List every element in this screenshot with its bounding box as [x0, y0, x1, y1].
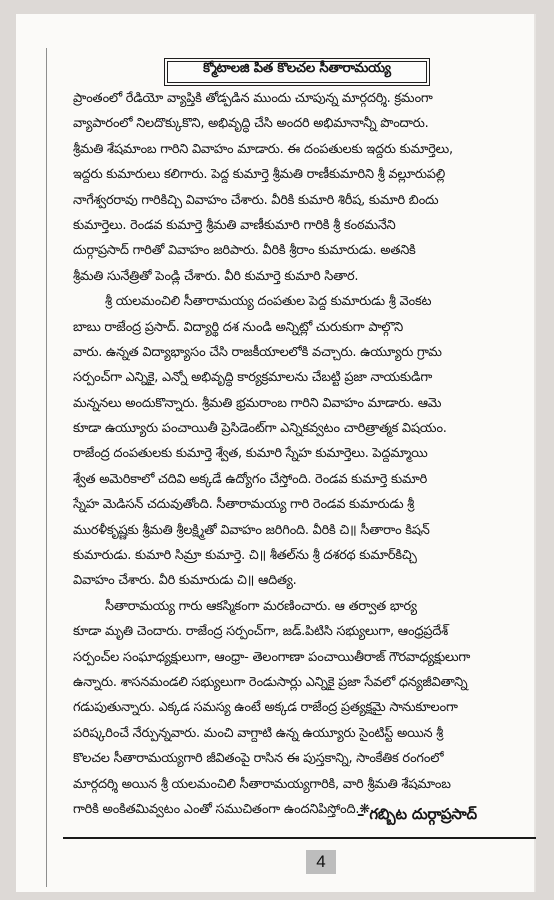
body-line: మురళీకృష్ణకు శ్రీమతి శ్రీలక్ష్మితో వివాహం జరిగింది. వీరికి చి॥ సీతారాం కిషన్ — [73, 522, 430, 538]
body-line: కుమార్తెలు. రెండవ కుమార్తె శ్రీమతి వాణీకుమారి గారికి శ్రీ కంఠమనేని — [73, 217, 396, 233]
body-line: శ్రీ యలమంచిలి సీతారామయ్య దంపతుల పెద్ద కుమారుడు శ్రీ వెంకట — [105, 294, 432, 310]
body-line: వారు. ఉన్నత విద్యాభ్యాసం చేసి రాజకీయాలలోకి వచ్చారు. ఉయ్యూరు గ్రామ — [73, 344, 442, 360]
body-line: గారికి అంకితమివ్వటం ఎంతో సముచితంగా ఉందనిపిస్తోంది.❋ — [73, 801, 370, 817]
chapter-header-title: క్మోటాలజి పిత కొలచల సీతారామయ్య — [203, 61, 391, 76]
body-line: ఇద్దరు కుమారులు కలిగారు. పెద్ద కుమార్తె శ్రీమతి రాణీకుమారిని శ్రీ వల్లూరుపల్లి — [73, 167, 445, 183]
body-line: వ్యాపారంలో నిలదొక్కుకొని, అభివృద్ధి చేసి అందరి అభిమానాన్నీ పొందారు. — [73, 116, 429, 132]
body-line: కూడా ఉయ్యూరు పంచాయితీ ప్రెసిడెంట్‌గా ఎన్నికవ్వటం చారిత్రాత్మక విషయం. — [73, 421, 447, 437]
body-line: కుమారుడు. కుమారి సిమ్రా కుమార్తె. చి॥ శీతల్‌ను శ్రీ దశరథ కుమార్‌కిచ్చి — [73, 548, 417, 564]
body-line: స్నేహ మెడిసన్ చదువుతోంది. సీతారామయ్య గారి రెండవ కుమారుడు శ్రీ — [73, 497, 415, 513]
body-line: ప్రాంతంలో రేడియో వ్యాప్తికి తోడ్పడిన ముందు చూపున్న మార్గదర్శి. క్రమంగా — [73, 91, 433, 106]
body-line: శ్రీమతి శేషమాంబ గారిని వివాహం మాడారు. ఈ దంపతులకు ఇద్దరు కుమార్తెలు, — [73, 141, 453, 157]
body-line: మార్గదర్శి అయిన శ్రీ యలమంచిలి సీతారామయ్యగారికి, వారి శ్రీమతి శేషమాంబ — [73, 776, 451, 792]
body-line: ఉన్నారు. శాసనమండలి సభ్యులుగా రెండుసార్లు ఎన్నికై ప్రజా సేవలో ధన్యజీవితాన్ని — [73, 674, 468, 690]
book-page — [16, 14, 536, 892]
body-line: కొలచల సీతారామయ్యగారి జీవితంపై రాసిన ఈ పుస్తకాన్ని, సాంకేతిక రంగంలో — [73, 751, 444, 767]
body-line: సర్పంచ్‌గా ఎన్నికై, ఎన్నో అభివృద్ధి కార్యక్రమాలను చేబట్టి ప్రజా నాయకుడిగా — [73, 370, 433, 386]
body-line: బాబు రాజేంద్ర ప్రసాద్. విద్యార్థి దశ నుండి అన్నిట్లో చురుకుగా పాల్గొని — [73, 319, 403, 335]
page-number-box — [306, 850, 336, 874]
body-line: గడుపుతున్నారు. ఎక్కడ సమస్య ఉంటే అక్కడ రాజేంద్ర ప్రత్యక్షమై సానుకూలంగా — [73, 700, 458, 716]
body-line: నాగేశ్వరరావు గారికిచ్చి వివాహం చేశారు. వీరికి కుమారి శిరీష, కుమారి బిందు — [73, 192, 439, 208]
body-line: శ్రీమతి సునేత్రితో పెండ్లి చేశారు. వీరి కుమార్తె కుమారి సితార. — [73, 268, 359, 284]
body-line: రాజేంద్ర దంపతులకు కుమార్తె శ్వేత, కుమారి స్నేహ కుమార్తెలు. పెద్దమ్మాయి — [73, 446, 428, 462]
body-line: దుర్గాప్రసాద్ గారితో వివాహం జరిపారు. వీరికి శ్రీరాం కుమారుడు. అతనికి — [73, 243, 416, 259]
body-line: వివాహం చేశారు. వీరి కుమారుడు చి॥ ఆదిత్య. — [73, 573, 297, 589]
body-line: సీతారామయ్య గారు ఆకస్మికంగా మరణించారు. ఆ తర్వాత భార్య — [105, 598, 417, 614]
page-body — [73, 86, 534, 822]
body-line: శ్వేత అమెరికాలో చదివి అక్కడే ఉద్యోగం చేస్తోంది. రెండవ కుమార్తె కుమారి — [73, 471, 428, 487]
chapter-header-box — [164, 58, 430, 86]
author-signature — [357, 805, 537, 837]
page-number: 4 — [316, 852, 326, 871]
body-line: కూడా మృతి చెందారు. రాజేంద్ర సర్పంచ్‌గా, జడ్.పిటిసి సభ్యులుగా, ఆంధ్రప్రదేశ్ — [73, 624, 448, 640]
body-line: పరిష్కరించే నేర్పున్నవారు. మంచి వాగ్దాటి ఉన్న ఉయ్యూరు సైంటిస్ట్ అయిన శ్రీ — [73, 725, 444, 741]
author-signature-text: – గబ్బిట దుర్గాప్రసాద్ — [357, 805, 477, 823]
left-margin-rule — [46, 48, 47, 887]
footer-rule — [63, 837, 536, 839]
body-line: మన్ననలు అందుకొన్నారు. శ్రీమతి భ్రమరాంబ గారిని వివాహం మాడారు. ఆమె — [73, 395, 442, 411]
body-line: సర్పంచ్‌ల సంఘాధ్యక్షులుగా, ఆంధ్రా- తెలంగాణా పంచాయితీరాజ్ గౌరవాధ్యక్షులుగా — [73, 649, 470, 665]
